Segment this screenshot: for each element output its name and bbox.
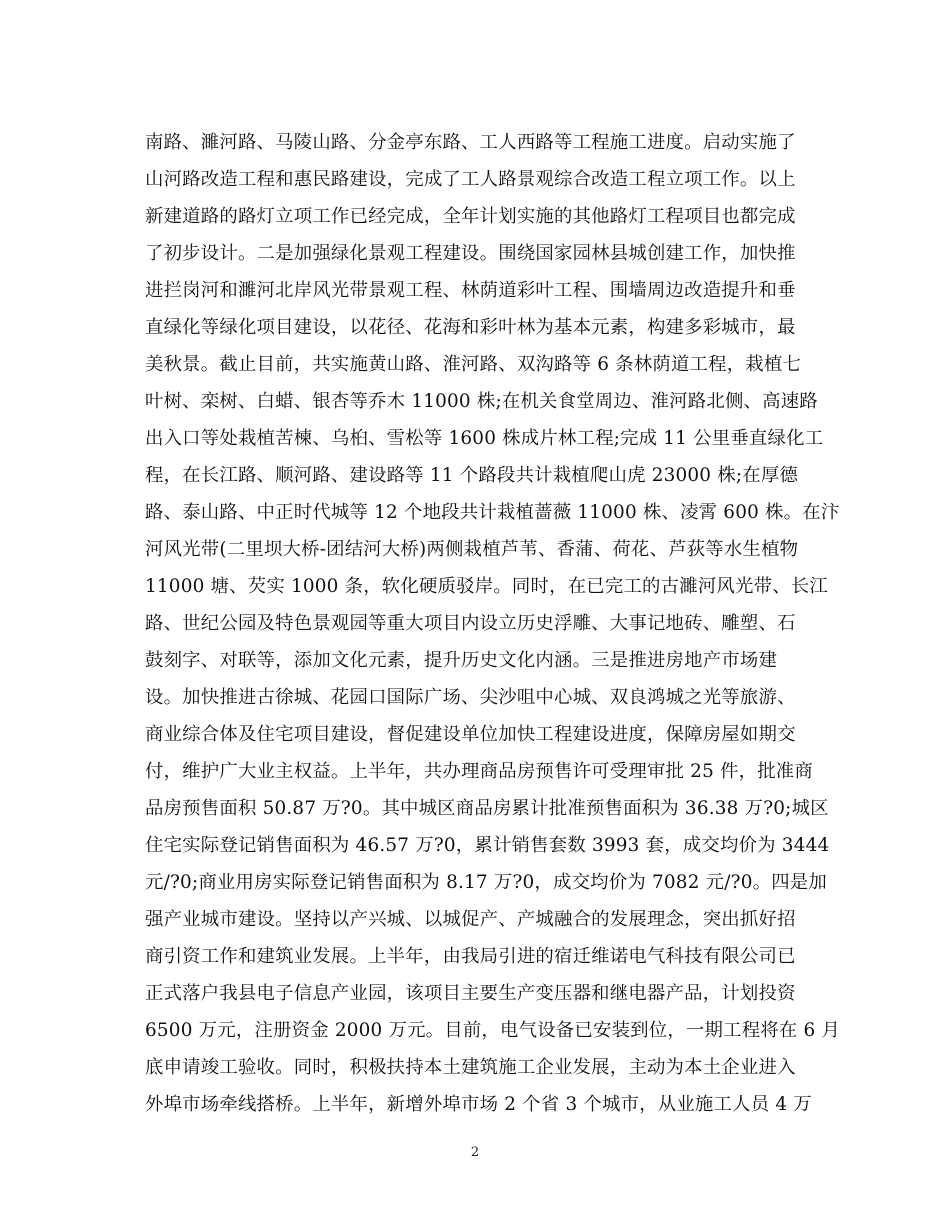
text-line: 路、泰山路、中正时代城等 12 个地段共计栽植蔷薇 11000 株、凌霄 600 株。在汴 xyxy=(145,502,840,523)
text-line: 外埠市场牵线搭桥。上半年，新增外埠市场 2 个省 3 个城市，从业施工人员 4 万 xyxy=(145,1094,812,1115)
text-line: 住宅实际登记销售面积为 46.57 万?0，累计销售套数 3993 套，成交均价为 3444 xyxy=(145,835,830,856)
page-number: 2 xyxy=(470,1145,480,1160)
text-line: 进拦岗河和濉河北岸风光带景观工程、林荫道彩叶工程、围墙周边改造提升和垂 xyxy=(145,280,796,301)
text-line: 出入口等处栽植苦楝、乌桕、雪松等 1600 株成片林工程;完成 11 公里垂直绿化工 xyxy=(145,428,824,449)
text-line: 路、世纪公园及特色景观园等重大项目内设立历史浮雕、大事记地砖、雕塑、石 xyxy=(145,613,796,634)
text-line: 南路、濉河路、马陵山路、分金亭东路、工人西路等工程施工进度。启动实施了 xyxy=(145,132,796,153)
text-line: 强产业城市建设。坚持以产兴城、以城促产、产城融合的发展理念，突出抓好招 xyxy=(145,909,796,930)
text-line: 元/?0;商业用房实际登记销售面积为 8.17 万?0，成交均价为 7082 元/?0。四是加 xyxy=(145,872,827,893)
text-line: 叶树、栾树、白蜡、银杏等乔木 11000 株;在机关食堂周边、淮河路北侧、高速路 xyxy=(145,391,818,412)
text-line: 正式落户我县电子信息产业园，该项目主要生产变压器和继电器产品，计划投资 xyxy=(145,983,796,1004)
text-line: 新建道路的路灯立项工作已经完成，全年计划实施的其他路灯工程项目也都完成 xyxy=(145,206,796,227)
body-text xyxy=(145,124,841,1123)
text-line: 付，维护广大业主权益。上半年，共办理商品房预售许可受理审批 25 件，批准商 xyxy=(145,761,813,782)
text-line: 11000 塘、芡实 1000 条，软化硬质驳岸。同时，在已完工的古濉河风光带、长江 xyxy=(145,576,828,597)
text-line: 设。加快推进古徐城、花园口国际广场、尖沙咀中心城、双良鸿城之光等旅游、 xyxy=(145,687,796,708)
text-line: 山河路改造工程和惠民路建设，完成了工人路景观综合改造工程立项工作。以上 xyxy=(145,169,796,190)
text-line: 河风光带(二里坝大桥-团结河大桥)两侧栽植芦苇、香蒲、荷花、芦荻等水生植物 xyxy=(145,539,799,560)
text-line: 6500 万元，注册资金 2000 万元。目前，电气设备已安装到位，一期工程将在 6 月 xyxy=(145,1020,841,1041)
text-line: 了初步设计。二是加强绿化景观工程建设。围绕国家园林县城创建工作，加快推 xyxy=(145,243,796,264)
text-line: 程，在长江路、顺河路、建设路等 11 个路段共计栽植爬山虎 23000 株;在厚德 xyxy=(145,465,799,486)
text-line: 美秋景。截止目前，共实施黄山路、淮河路、双沟路等 6 条林荫道工程，栽植七 xyxy=(145,354,802,375)
text-line: 品房预售面积 50.87 万?0。其中城区商品房累计批准预售面积为 36.38 万?0;城区 xyxy=(145,798,829,819)
text-line: 底申请竣工验收。同时，积极扶持本土建筑施工企业发展，主动为本土企业进入 xyxy=(145,1057,796,1078)
text-line: 商业综合体及住宅项目建设，督促建设单位加快工程建设进度，保障房屋如期交 xyxy=(145,724,796,745)
text-line: 直绿化等绿化项目建设，以花径、花海和彩叶林为基本元素，构建多彩城市，最 xyxy=(145,317,796,338)
text-line: 商引资工作和建筑业发展。上半年，由我局引进的宿迁维诺电气科技有限公司已 xyxy=(145,946,796,967)
text-line: 鼓刻字、对联等，添加文化元素，提升历史文化内涵。三是推进房地产市场建 xyxy=(145,650,778,671)
